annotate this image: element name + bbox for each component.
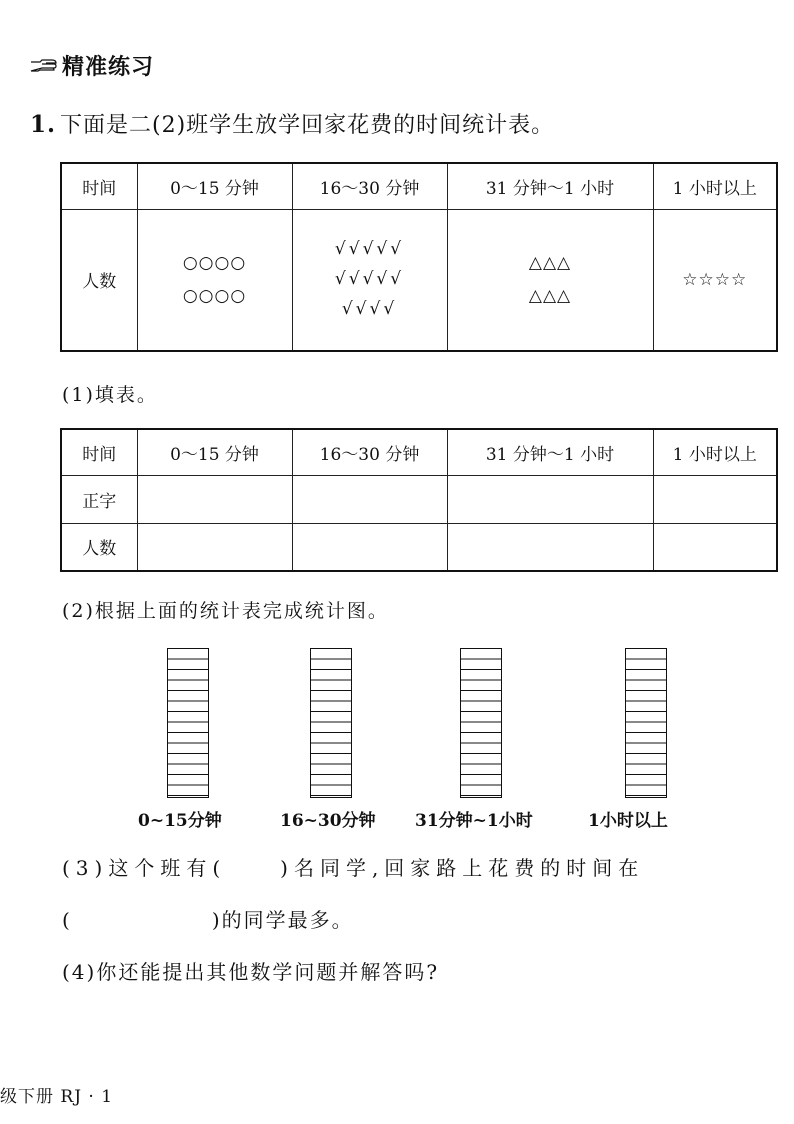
check-tally-line: √√√√√ [334, 239, 405, 260]
empty-bar-grid[interactable] [460, 648, 502, 798]
triangle-tally-line: △△△ [528, 285, 572, 306]
answer-cell[interactable] [292, 523, 447, 571]
header-cell: 31 分钟～1 小时 [447, 163, 653, 209]
part1-prompt: (1)填表。 [62, 384, 158, 406]
header-cell: 1 小时以上 [653, 163, 777, 209]
part3-text: )名同学,回家路上花费的时间在 [280, 856, 645, 880]
part3-line2 [62, 904, 354, 933]
table-header-row [61, 163, 777, 209]
star-tally-line: ☆☆☆☆ [682, 269, 748, 290]
answer-cell[interactable] [292, 475, 447, 523]
fill-in-table [60, 428, 778, 572]
check-tally-line: √√√√ [341, 298, 398, 319]
triangle-tally-line: △△△ [528, 253, 572, 274]
part3-text: (3)这个班有( [62, 856, 227, 880]
row-label: 人数 [61, 209, 137, 351]
answer-cell[interactable] [653, 475, 777, 523]
circle-tally-line: ○○○○ [182, 285, 247, 306]
bar-label: 0~15分钟 [138, 811, 222, 831]
header-cell: 16～30 分钟 [292, 429, 447, 475]
row-label: 正字 [61, 475, 137, 523]
empty-bar-grid[interactable] [310, 648, 352, 798]
answer-cell[interactable] [447, 475, 653, 523]
header-cell: 0～15 分钟 [137, 429, 292, 475]
page-footer: 级下册 RJ · 1 [0, 1087, 114, 1107]
empty-bar-grid[interactable] [625, 648, 667, 798]
section-title: 精准练习 [62, 54, 155, 80]
answer-cell[interactable] [447, 523, 653, 571]
header-cell: 16～30 分钟 [292, 163, 447, 209]
bar-label: 1小时以上 [588, 811, 668, 831]
question-text: 下面是二(2)班学生放学回家花费的时间统计表。 [60, 113, 555, 138]
part3-line1 [62, 852, 644, 881]
star-tally-cell [653, 209, 777, 351]
pointing-hand-icon [30, 58, 58, 72]
question-1 [30, 108, 554, 139]
count-row [61, 523, 777, 571]
bar-label: 16~30分钟 [280, 811, 376, 831]
bar-label: 31分钟~1小时 [415, 811, 533, 831]
check-tally-cell [292, 209, 447, 351]
header-cell: 时间 [61, 429, 137, 475]
row-label: 人数 [61, 523, 137, 571]
header-cell: 1 小时以上 [653, 429, 777, 475]
tally-mark-row [61, 475, 777, 523]
header-cell: 31 分钟～1 小时 [447, 429, 653, 475]
table-header-row [61, 429, 777, 475]
circle-tally-line: ○○○○ [182, 253, 247, 274]
section-heading [30, 50, 154, 80]
part2-prompt: (2)根据上面的统计表完成统计图。 [62, 600, 389, 622]
answer-cell[interactable] [137, 523, 292, 571]
triangle-tally-cell [447, 209, 653, 351]
part3-text: ( [62, 908, 72, 932]
answer-cell[interactable] [137, 475, 292, 523]
part3-text: )的同学最多。 [211, 908, 354, 932]
time-survey-table [60, 162, 778, 352]
header-cell: 时间 [61, 163, 137, 209]
answer-cell[interactable] [653, 523, 777, 571]
part4-prompt: (4)你还能提出其他数学问题并解答吗? [62, 960, 440, 984]
check-tally-line: √√√√√ [334, 268, 405, 289]
header-cell: 0～15 分钟 [137, 163, 292, 209]
empty-bar-grid[interactable] [167, 648, 209, 798]
circle-tally-cell [137, 209, 292, 351]
table-tally-row [61, 209, 777, 351]
question-number: 1. [30, 111, 57, 138]
